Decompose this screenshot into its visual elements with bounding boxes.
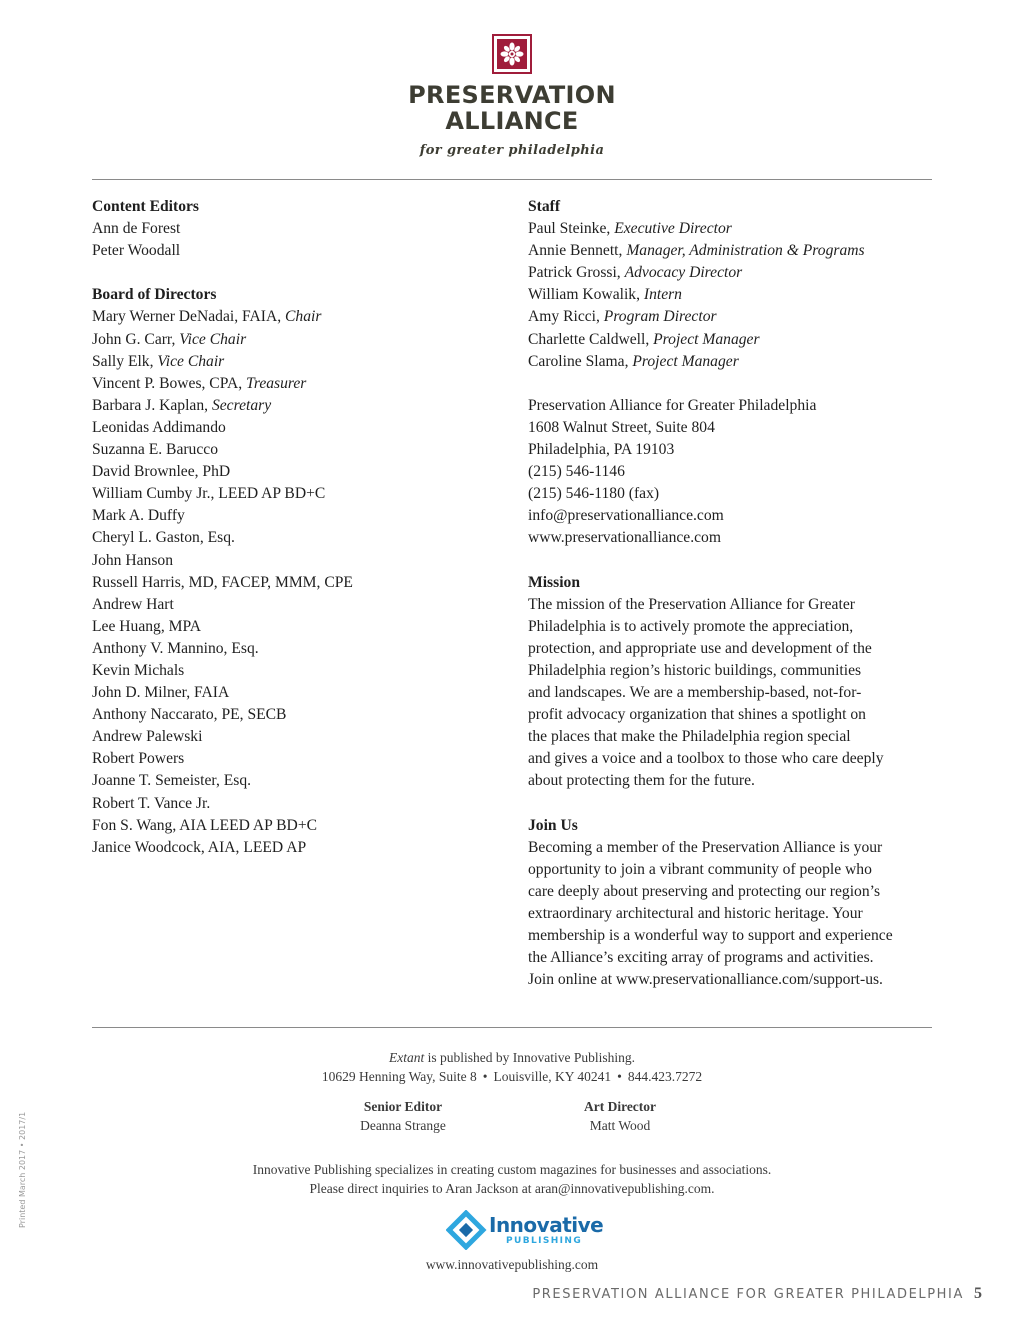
board-member (92, 527, 502, 549)
board-member (92, 748, 502, 770)
top-divider (92, 179, 932, 180)
publisher-website: www.innovativepublishing.com (425, 1257, 599, 1272)
address-city: Louisville, KY 40241 (493, 1069, 612, 1084)
staff-member (528, 351, 938, 373)
staff-member (528, 306, 938, 328)
bullet-icon: • (617, 1069, 622, 1084)
address-phone: 844.423.7272 (627, 1069, 703, 1084)
rosette-emblem-icon (492, 34, 532, 74)
person-name: Janice Woodcock, AIA, LEED AP (92, 838, 307, 856)
person-role: Executive Director (614, 220, 732, 238)
person-name: Suzanna E. Barucco (92, 441, 218, 459)
person-name: Leonidas Addimando (92, 418, 226, 436)
join-line: Join online at www.preservationalliance.com/support-us. (528, 971, 883, 989)
person-name: Barbara J. Kaplan, (92, 396, 212, 414)
publisher-address (0, 1069, 1024, 1085)
printed-date: Printed March 2017 • 2017/1 (18, 1111, 27, 1228)
board-member (92, 439, 502, 461)
mission-line: Philadelphia region’s historic buildings, communities (528, 661, 862, 679)
person-name: Annie Bennett, (528, 242, 627, 260)
person-name: Kevin Michals (92, 661, 185, 679)
mission-line: profit advocacy organization that shines a spotlight on (528, 706, 866, 724)
person-name: Cheryl L. Gaston, Esq. (92, 529, 235, 547)
person-role: Advocacy Director (624, 264, 743, 282)
mission-line: about protecting them for the future. (528, 772, 755, 790)
person-name: John Hanson (92, 551, 173, 569)
person-role: Vice Chair (179, 330, 247, 348)
person-name: Patrick Grossi, (528, 264, 625, 282)
staff-member (528, 329, 938, 351)
person-role: Manager, Administration & Programs (626, 242, 865, 260)
person-role: Vice Chair (157, 352, 225, 370)
mission-line: protection, and appropriate use and development of the (528, 639, 872, 657)
page-number: 5 (974, 1285, 982, 1302)
board-heading: Board of Directors (92, 286, 217, 304)
person-name: Sally Elk, (92, 352, 158, 370)
board-member (92, 417, 502, 439)
mission-line: the places that make the Philadelphia region special (528, 728, 851, 746)
mission-text (528, 594, 938, 793)
staff-member (528, 218, 938, 240)
board-member (92, 483, 502, 505)
person-name: Joanne T. Semeister, Esq. (92, 772, 252, 790)
person-role: Treasurer (246, 374, 307, 392)
mission-line: The mission of the Preservation Alliance for Greater (528, 595, 855, 613)
board-member (92, 461, 502, 483)
content-editors-heading: Content Editors (92, 198, 199, 215)
publishing-wordmark: PUBLISHING (506, 1236, 583, 1246)
art-director-name: Matt Wood (589, 1118, 651, 1133)
board-member (92, 837, 502, 859)
person-name: Mark A. Duffy (92, 507, 185, 525)
board-member (92, 373, 502, 395)
contact-line: (215) 546-1146 (528, 463, 625, 481)
running-footer (532, 1285, 982, 1303)
person-name: Lee Huang, MPA (92, 617, 202, 635)
bottom-divider (92, 1027, 932, 1028)
board-member (92, 329, 502, 351)
person-name: Anthony V. Mannino, Esq. (92, 639, 259, 657)
person-name: Mary Werner DeNadai, FAIA, (92, 308, 286, 326)
join-line: extraordinary architectural and historic heritage. Your (528, 905, 863, 922)
board-member (92, 704, 502, 726)
person-role: Chair (285, 308, 322, 326)
person-name: Amy Ricci, (528, 308, 604, 326)
content-editors-list (92, 218, 502, 262)
join-line: opportunity to join a vibrant community of people who (528, 860, 872, 878)
contact-line: 1608 Walnut Street, Suite 804 (528, 418, 715, 436)
publisher-line (0, 1050, 1024, 1066)
specializes-text: Innovative Publishing specializes in creating custom magazines for businesses and associations. (252, 1162, 772, 1177)
contact-block (528, 395, 938, 550)
contact-line: Preservation Alliance for Greater Philadelphia (528, 396, 817, 414)
person-name: John D. Milner, FAIA (92, 684, 230, 702)
mission-line: and landscapes. We are a membership-based, not-for- (528, 684, 862, 702)
brand-tagline: for greater philadelphia (419, 143, 605, 158)
join-heading: Join Us (528, 816, 578, 834)
alliance-logo (0, 34, 1024, 158)
inquiries-text: Please direct inquiries to Aran Jackson at aran@innovativepublishing.com. (309, 1181, 715, 1196)
right-column (528, 196, 938, 991)
person-name: Charlette Caldwell, (528, 330, 654, 348)
contact-line: Philadelphia, PA 19103 (528, 441, 675, 459)
senior-editor-credit (303, 1097, 503, 1135)
publisher-text: is published by Innovative Publishing. (424, 1050, 635, 1065)
person-name: Russell Harris, MD, FACEP, MMM, CPE (92, 573, 353, 591)
board-member (92, 770, 502, 792)
person-name: Vincent P. Bowes, CPA, (92, 374, 247, 392)
person-role: Intern (643, 286, 682, 304)
person-name: Andrew Palewski (92, 728, 203, 746)
person-role: Project Manager (632, 352, 739, 370)
brand-line-1: PRESERVATION (408, 81, 616, 109)
editor-name: Ann de Forest (92, 220, 181, 238)
join-line: membership is a wonderful way to support and experience (528, 927, 893, 945)
mission-line: and gives a voice and a toolbox to those who care deeply (528, 750, 884, 768)
staff-list (528, 218, 938, 373)
board-member (92, 594, 502, 616)
person-name: Robert T. Vance Jr. (92, 794, 211, 812)
left-column (92, 196, 502, 859)
contact-line: info@preservationalliance.com (528, 507, 724, 525)
board-member (92, 351, 502, 373)
staff-member (528, 284, 938, 306)
contact-line: www.preservationalliance.com (528, 529, 721, 547)
brand-line-2: ALLIANCE (445, 107, 579, 135)
art-director-role: Art Director (583, 1099, 657, 1114)
staff-member (528, 240, 938, 262)
join-line: Becoming a member of the Preservation Alliance is your (528, 838, 883, 856)
address-street: 10629 Henning Way, Suite 8 (321, 1069, 477, 1084)
board-member (92, 550, 502, 572)
person-role: Project Manager (653, 330, 760, 348)
person-name: Andrew Hart (92, 595, 174, 613)
person-name: Caroline Slama, (528, 352, 633, 370)
senior-editor-role: Senior Editor (363, 1099, 443, 1114)
board-member (92, 682, 502, 704)
mission-heading: Mission (528, 573, 580, 591)
join-text (528, 837, 938, 992)
person-role: Secretary (211, 396, 272, 414)
join-line: the Alliance’s exciting array of programs and activities. (528, 949, 874, 967)
running-head: PRESERVATION ALLIANCE FOR GREATER PHILADELPHIA (532, 1287, 964, 1302)
publication-title: Extant (389, 1050, 425, 1065)
contact-line: (215) 546-1180 (fax) (528, 485, 660, 503)
person-name: David Brownlee, PhD (92, 463, 231, 481)
person-name: Fon S. Wang, AIA LEED AP BD+C (92, 816, 318, 834)
board-member (92, 616, 502, 638)
senior-editor-name: Deanna Strange (360, 1118, 446, 1133)
person-name: Anthony Naccarato, PE, SECB (92, 706, 287, 724)
person-name: Robert Powers (92, 750, 185, 768)
board-member (92, 306, 502, 328)
board-member (92, 660, 502, 682)
staff-heading: Staff (528, 198, 561, 215)
staff-member (528, 262, 938, 284)
bullet-icon: • (482, 1069, 488, 1084)
board-member (92, 793, 502, 815)
board-list (92, 306, 502, 858)
board-member (92, 638, 502, 660)
board-member (92, 572, 502, 594)
board-member (92, 726, 502, 748)
board-member (92, 815, 502, 837)
person-name: William Kowalik, (528, 286, 644, 304)
mission-line: Philadelphia is to actively promote the appreciation, (528, 617, 854, 635)
editor-name: Peter Woodall (92, 242, 181, 260)
innovative-wordmark: Innovative (489, 1213, 604, 1237)
join-line: care deeply about preserving and protecting our region’s (528, 882, 881, 900)
person-name: Paul Steinke, (528, 220, 615, 238)
board-member (92, 395, 502, 417)
person-name: John G. Carr, (92, 330, 180, 348)
person-role: Program Director (603, 308, 717, 326)
board-member (92, 505, 502, 527)
art-director-credit (520, 1097, 720, 1135)
person-name: William Cumby Jr., LEED AP BD+C (92, 485, 326, 503)
